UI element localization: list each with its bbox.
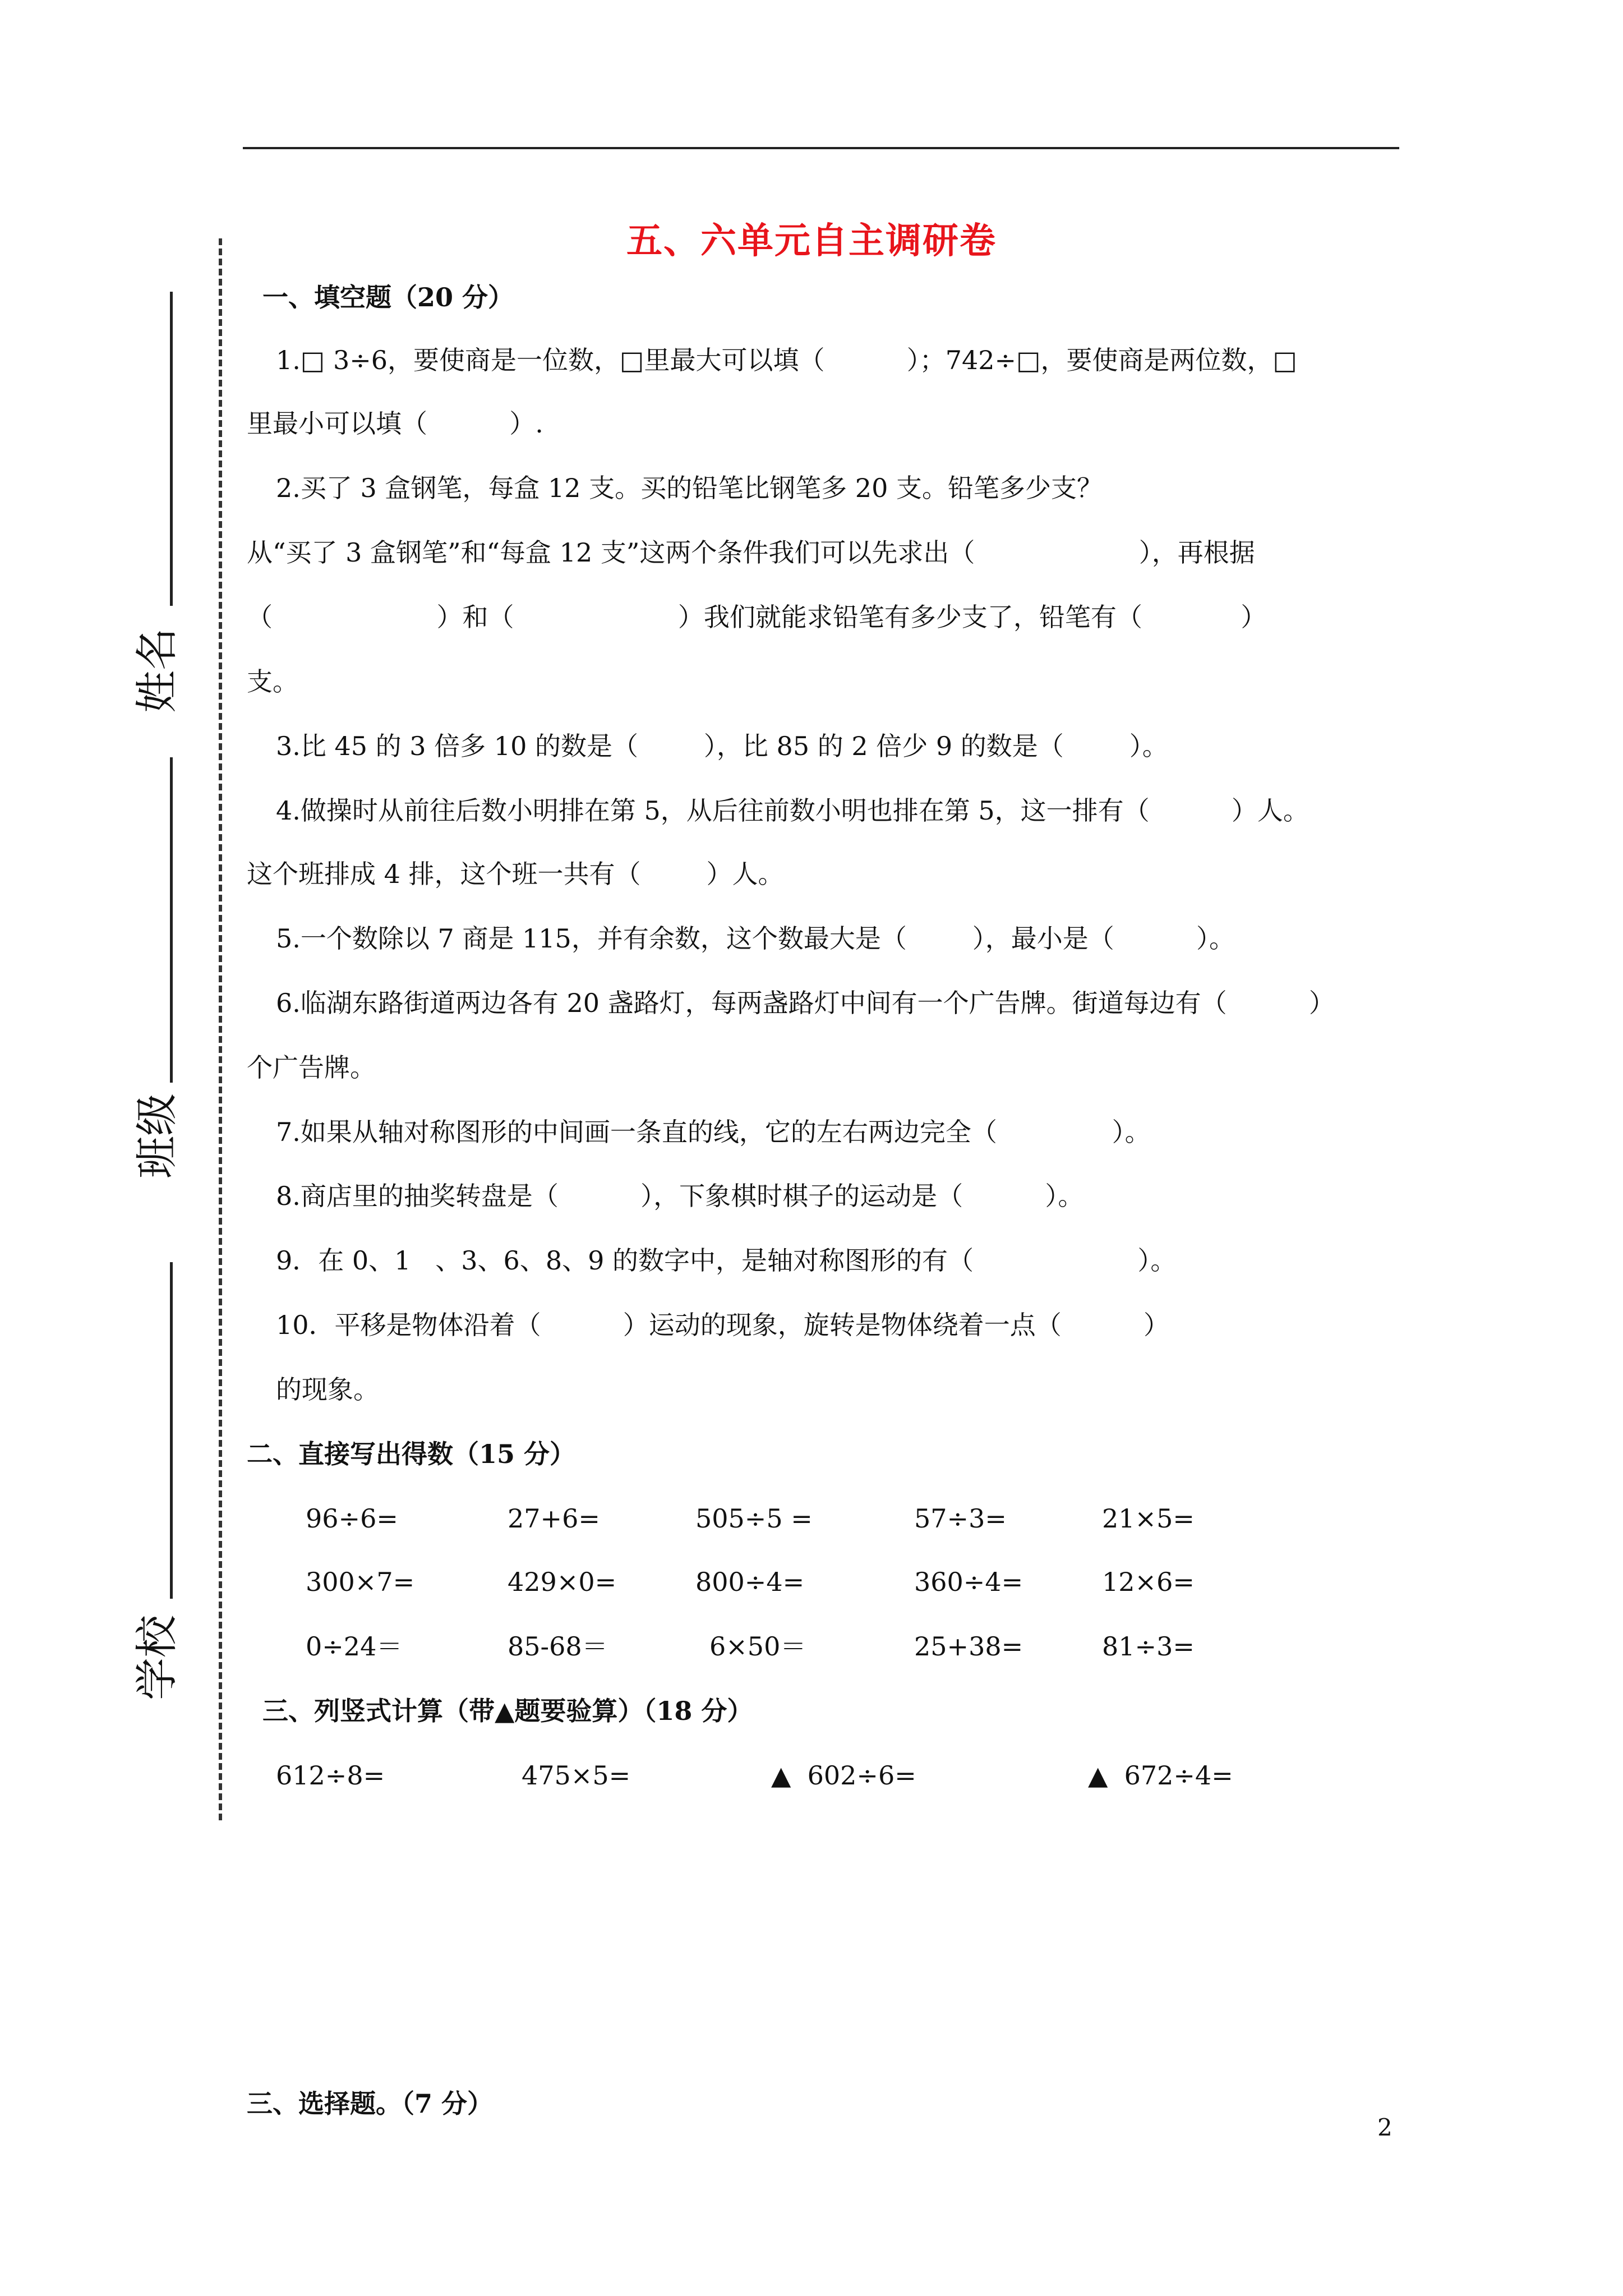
calc-cell: 6×50＝	[709, 1631, 806, 1662]
q6-line1: 6.临湖东路街道两边各有 20 盏路灯，每两盏路灯中间有一个广告牌。街道每边有（ ）	[276, 988, 1335, 1018]
section2-heading: 二、直接写出得数（15 分）	[247, 1439, 576, 1469]
q2-line4: 支。	[247, 666, 298, 697]
calc-cell: 12×6=	[1102, 1567, 1195, 1597]
calc-cell: 429×0=	[508, 1567, 617, 1597]
name-label: 姓名	[132, 628, 182, 713]
header-rule	[243, 147, 1399, 149]
calc-cell: 0÷24＝	[306, 1631, 403, 1662]
class-label: 班级	[132, 1093, 182, 1179]
vertical-calc-item: 475×5=	[522, 1760, 631, 1791]
binding-dashed-line	[219, 238, 222, 1820]
vertical-calc-item: ▲ 672÷4=	[1088, 1760, 1233, 1791]
calc-cell: 505÷5 =	[695, 1503, 813, 1534]
school-label: 学校	[132, 1615, 182, 1700]
school-blank-line	[170, 1262, 173, 1599]
q1-line2: 里最小可以填（ ）.	[247, 408, 543, 439]
q3-line: 3.比 45 的 3 倍多 10 的数是（ ），比 85 的 2 倍少 9 的数是（ ）。	[276, 731, 1168, 761]
class-blank-line	[170, 757, 173, 1083]
q5-line: 5.一个数除以 7 商是 115，并有余数，这个数最大是（ ），最小是（ ）。	[276, 923, 1235, 954]
section3-heading: 三、列竖式计算（带▲题要验算）（18 分）	[262, 1696, 753, 1726]
calc-cell: 57÷3=	[914, 1503, 1007, 1534]
q8-line: 8.商店里的抽奖转盘是（ ），下象棋时棋子的运动是（ ）。	[276, 1181, 1084, 1211]
calc-cell: 800÷4=	[695, 1567, 805, 1597]
q2-line3: （ ）和（ ）我们就能求铅笔有多少支了，铅笔有（ ）	[247, 602, 1267, 632]
q4-line2: 这个班排成 4 排，这个班一共有（ ）人。	[247, 859, 784, 889]
page-number: 2	[1377, 2114, 1393, 2141]
page-title: 五、六单元自主调研卷	[626, 220, 997, 262]
calc-cell: 360÷4=	[914, 1567, 1023, 1597]
q7-line: 7.如果从轴对称图形的中间画一条直的线，它的左右两边完全（ ）。	[276, 1117, 1151, 1147]
calc-cell: 21×5=	[1102, 1503, 1195, 1534]
q10-line2: 的现象。	[276, 1374, 379, 1405]
q2-line2: 从“买了 3 盒钢笔”和“每盒 12 支”这两个条件我们可以先求出（ ），再根据	[247, 537, 1255, 568]
q2-line1: 2.买了 3 盒钢笔，每盒 12 支。买的铅笔比钢笔多 20 支。铅笔多少支？	[276, 473, 1103, 503]
q9-line: 9．在 0、1 、3、6、8、9 的数字中，是轴对称图形的有（ ）。	[276, 1245, 1177, 1276]
calc-cell: 85-68＝	[508, 1631, 608, 1662]
q1-line1: 1.□ 3÷6，要使商是一位数，□里最大可以填（ ）；742÷□，要使商是两位数，□	[276, 345, 1297, 375]
q6-line2: 个广告牌。	[247, 1052, 376, 1083]
calc-cell: 27+6=	[508, 1503, 600, 1534]
calc-cell: 300×7=	[306, 1567, 415, 1597]
vertical-calc-item: ▲ 602÷6=	[771, 1760, 916, 1791]
section4-heading: 三、选择题。（7 分）	[247, 2088, 494, 2119]
calc-cell: 81÷3=	[1102, 1631, 1195, 1662]
calc-cell: 96÷6=	[306, 1503, 398, 1534]
section1-heading: 一、填空题（20 分）	[262, 282, 514, 312]
q4-line1: 4.做操时从前往后数小明排在第 5，从后往前数小明也排在第 5，这一排有（ ）人。	[276, 795, 1309, 826]
calc-cell: 25+38=	[914, 1631, 1023, 1662]
q10-line1: 10．平移是物体沿着（ ）运动的现象，旋转是物体绕着一点（ ）	[276, 1310, 1169, 1340]
vertical-calc-item: 612÷8=	[276, 1760, 385, 1791]
name-blank-line	[170, 292, 173, 606]
